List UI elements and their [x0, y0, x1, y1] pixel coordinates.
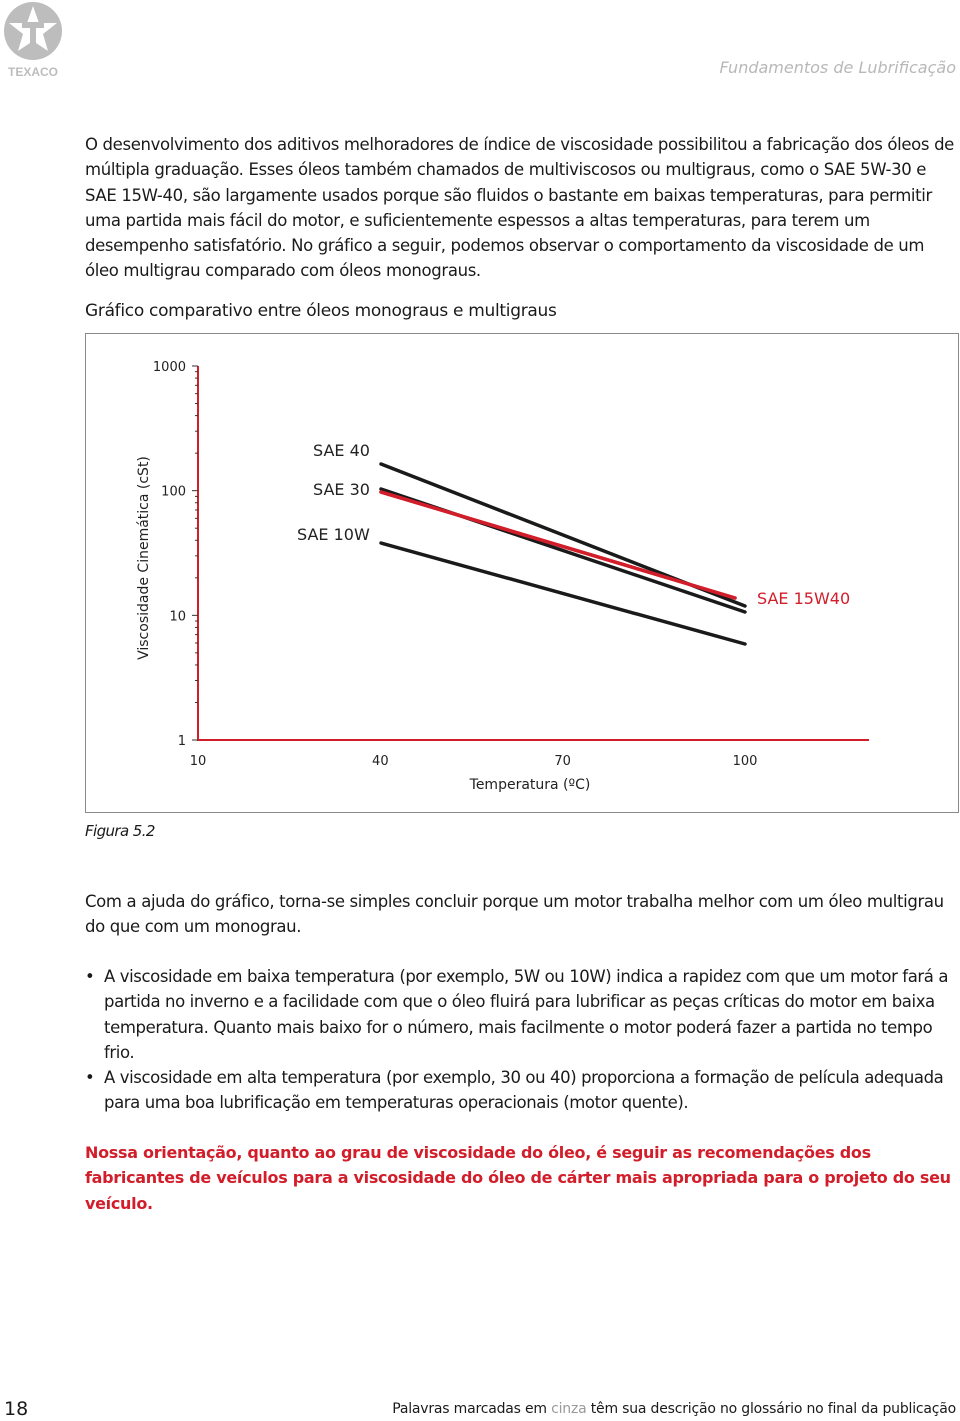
- x-axis-title: Temperatura (ºC): [469, 777, 591, 793]
- bullet-text: A viscosidade em alta temperatura (por exemplo, 30 ou 40) proporciona a formação de película adequada para uma boa lubrificação em temperaturas operacionais (motor quente).: [104, 1068, 944, 1113]
- x-tick-label: 70: [554, 754, 571, 769]
- y-tick-label: 1: [177, 734, 186, 749]
- y-tick-label: 10: [169, 609, 186, 625]
- recommendation-paragraph: Nossa orientação, quanto ao grau de viscosidade do óleo, é seguir as recomendações dos fabricantes de veículos para a viscosidade do óleo de cárter mais apropriada para o projeto do seu veículo.: [85, 1143, 951, 1213]
- section-title: Fundamentos de Lubrificação: [719, 58, 956, 77]
- glossary-note-start: Palavras marcadas em: [392, 1401, 547, 1417]
- x-tick-label: 40: [372, 754, 389, 769]
- logo-text: TEXACO: [7, 65, 59, 79]
- bullet-item: [85, 964, 957, 1065]
- y-tick-label: 1000: [152, 360, 186, 375]
- glossary-note-end: têm sua descrição no glossário no final da publicação: [590, 1401, 956, 1417]
- x-tick-label: 100: [732, 754, 758, 769]
- x-tick-label: 10: [189, 754, 207, 769]
- texaco-logo: [0, 0, 66, 80]
- y-axis-title: Viscosidade Cinemática (cSt): [136, 456, 152, 660]
- chart-frame: [85, 333, 959, 813]
- bullet-dot-icon: •: [85, 967, 95, 986]
- bullet-item: [85, 1065, 957, 1116]
- annotation-sae-30: SAE 30: [313, 480, 370, 499]
- chart-axes: [192, 366, 869, 740]
- bullet-text: A viscosidade em baixa temperatura (por exemplo, 5W ou 10W) indica a rapidez com que um motor fará a partida no inverno e a facilidade com que o óleo fluirá para lubrificar as peças críticas do motor em baixa temperatura. Quanto mais baixo for o número, mais facilmente o motor poderá fazer a partida no tempo frio.: [104, 967, 949, 1062]
- annotation-sae-10w: SAE 10W: [297, 525, 370, 544]
- glossary-note-gray: cinza: [551, 1401, 587, 1417]
- page-number: 18: [4, 1398, 29, 1420]
- chart-labels: [136, 360, 850, 793]
- annotation-sae-15w40: SAE 15W40: [757, 589, 851, 608]
- conclusion-paragraph: Com a ajuda do gráfico, torna-se simples concluir porque um motor trabalha melhor com um óleo multigrau do que com um monograu.: [85, 892, 944, 937]
- annotation-sae-40: SAE 40: [313, 441, 370, 460]
- bullet-dot-icon: •: [85, 1068, 95, 1087]
- viscosity-chart: [86, 334, 958, 812]
- chart-series: [381, 464, 745, 644]
- chart-heading: Gráfico comparativo entre óleos monograus e multigraus: [85, 301, 557, 321]
- series-line-highlight: [381, 492, 735, 598]
- figure-caption: Figura 5.2: [85, 822, 155, 840]
- glossary-note: [392, 1401, 956, 1417]
- intro-paragraph: O desenvolvimento dos aditivos melhoradores de índice de viscosidade possibilitou a fabricação dos óleos de múltipla graduação. Esses óleos também chamados de multiviscosos ou multigraus, como o SAE 5W-30 e SAE 15W-40, são largamente usados porque são fluidos o bastante em baixas temperaturas, para permitir uma partida mais fácil do motor, e suficientemente espessos a altas temperaturas, para terem um desempenho satisfatório. No gráfico a seguir, podemos observar o comportamento da viscosidade de um óleo multigrau comparado com óleos monograus.: [85, 135, 954, 281]
- y-tick-label: 100: [161, 484, 186, 500]
